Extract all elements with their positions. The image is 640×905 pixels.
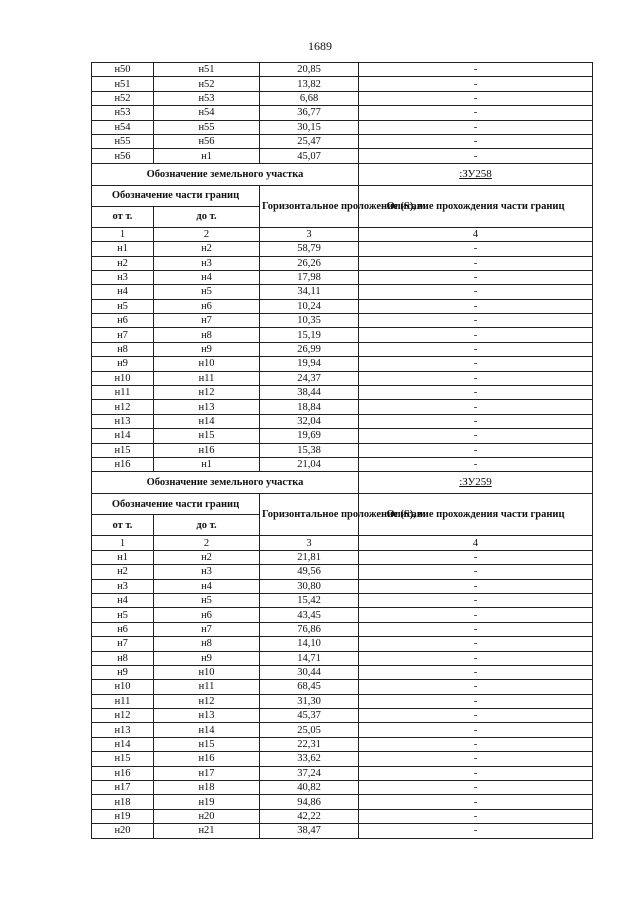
to-point-cell: н1 xyxy=(154,149,260,163)
description-cell: - xyxy=(359,457,593,471)
header-row xyxy=(92,494,593,515)
from-point-cell: н19 xyxy=(92,809,154,823)
distance-cell: 33,62 xyxy=(260,752,359,766)
description-cell: - xyxy=(359,737,593,751)
from-point-cell: н5 xyxy=(92,299,154,313)
column-number: 1 xyxy=(92,536,154,550)
distance-cell: 31,30 xyxy=(260,694,359,708)
description-cell: - xyxy=(359,242,593,256)
distance-cell: 26,99 xyxy=(260,342,359,356)
to-point-header: до т. xyxy=(154,515,260,536)
land-plot-id: :ЗУ259 xyxy=(359,472,593,494)
distance-cell: 76,86 xyxy=(260,622,359,636)
from-point-cell: н14 xyxy=(92,429,154,443)
horizontal-distance-header: Горизонтальное проложение (S), м xyxy=(260,185,359,227)
description-cell: - xyxy=(359,106,593,120)
from-point-cell: н2 xyxy=(92,565,154,579)
column-number: 4 xyxy=(359,536,593,550)
to-point-cell: н11 xyxy=(154,680,260,694)
description-cell: - xyxy=(359,386,593,400)
to-point-cell: н16 xyxy=(154,752,260,766)
description-cell: - xyxy=(359,723,593,737)
distance-cell: 21,81 xyxy=(260,550,359,564)
description-cell: - xyxy=(359,328,593,342)
description-cell: - xyxy=(359,285,593,299)
table-row xyxy=(92,550,593,564)
from-point-cell: н55 xyxy=(92,134,154,148)
to-point-cell: н5 xyxy=(154,285,260,299)
description-cell: - xyxy=(359,342,593,356)
description-cell: - xyxy=(359,414,593,428)
description-cell: - xyxy=(359,637,593,651)
from-point-cell: н53 xyxy=(92,106,154,120)
description-cell: - xyxy=(359,651,593,665)
distance-cell: 34,11 xyxy=(260,285,359,299)
from-point-cell: н20 xyxy=(92,824,154,838)
table-row xyxy=(92,77,593,91)
description-cell: - xyxy=(359,299,593,313)
distance-cell: 26,26 xyxy=(260,256,359,270)
to-point-cell: н14 xyxy=(154,414,260,428)
land-designation-label: Обозначение земельного участка xyxy=(92,163,359,185)
description-cell: - xyxy=(359,77,593,91)
from-point-cell: н9 xyxy=(92,357,154,371)
description-cell: - xyxy=(359,443,593,457)
section-title-row xyxy=(92,163,593,185)
distance-cell: 45,37 xyxy=(260,709,359,723)
boundary-table-body xyxy=(92,63,593,839)
from-point-cell: н1 xyxy=(92,550,154,564)
description-cell: - xyxy=(359,371,593,385)
distance-cell: 17,98 xyxy=(260,270,359,284)
from-point-cell: н16 xyxy=(92,766,154,780)
distance-cell: 49,56 xyxy=(260,565,359,579)
description-cell: - xyxy=(359,149,593,163)
description-cell: - xyxy=(359,622,593,636)
to-point-cell: н51 xyxy=(154,63,260,77)
table-row xyxy=(92,752,593,766)
table-row xyxy=(92,637,593,651)
header-row xyxy=(92,185,593,206)
boundary-table xyxy=(91,62,593,839)
distance-cell: 25,05 xyxy=(260,723,359,737)
to-point-cell: н9 xyxy=(154,342,260,356)
description-cell: - xyxy=(359,766,593,780)
distance-cell: 30,80 xyxy=(260,579,359,593)
from-point-cell: н8 xyxy=(92,342,154,356)
table-row xyxy=(92,723,593,737)
distance-cell: 15,19 xyxy=(260,328,359,342)
distance-cell: 15,38 xyxy=(260,443,359,457)
table-row xyxy=(92,120,593,134)
table-row xyxy=(92,429,593,443)
description-cell: - xyxy=(359,400,593,414)
distance-cell: 6,68 xyxy=(260,91,359,105)
to-point-cell: н13 xyxy=(154,709,260,723)
table-row xyxy=(92,149,593,163)
horizontal-distance-header: Горизонтальное проложение (S), м xyxy=(260,494,359,536)
to-point-cell: н2 xyxy=(154,550,260,564)
from-point-cell: н54 xyxy=(92,120,154,134)
distance-cell: 15,42 xyxy=(260,593,359,607)
table-row xyxy=(92,242,593,256)
to-point-cell: н15 xyxy=(154,429,260,443)
column-number: 3 xyxy=(260,536,359,550)
distance-cell: 42,22 xyxy=(260,809,359,823)
to-point-cell: н12 xyxy=(154,694,260,708)
table-row xyxy=(92,414,593,428)
to-point-cell: н2 xyxy=(154,242,260,256)
description-cell: - xyxy=(359,809,593,823)
distance-cell: 30,15 xyxy=(260,120,359,134)
from-point-cell: н56 xyxy=(92,149,154,163)
table-row xyxy=(92,328,593,342)
description-cell: - xyxy=(359,665,593,679)
description-cell: - xyxy=(359,270,593,284)
from-point-cell: н8 xyxy=(92,651,154,665)
to-point-cell: н7 xyxy=(154,622,260,636)
table-row xyxy=(92,457,593,471)
distance-cell: 13,82 xyxy=(260,77,359,91)
description-cell: - xyxy=(359,824,593,838)
from-point-cell: н52 xyxy=(92,91,154,105)
distance-cell: 19,69 xyxy=(260,429,359,443)
from-point-cell: н12 xyxy=(92,709,154,723)
from-point-cell: н13 xyxy=(92,723,154,737)
from-point-cell: н16 xyxy=(92,457,154,471)
table-row xyxy=(92,579,593,593)
to-point-cell: н14 xyxy=(154,723,260,737)
from-point-cell: н7 xyxy=(92,637,154,651)
description-cell: - xyxy=(359,694,593,708)
description-cell: - xyxy=(359,550,593,564)
column-number: 2 xyxy=(154,227,260,241)
to-point-cell: н54 xyxy=(154,106,260,120)
table-row xyxy=(92,314,593,328)
table-row xyxy=(92,357,593,371)
to-point-cell: н9 xyxy=(154,651,260,665)
description-cell: - xyxy=(359,134,593,148)
from-point-cell: н50 xyxy=(92,63,154,77)
to-point-cell: н3 xyxy=(154,256,260,270)
table-row xyxy=(92,766,593,780)
distance-cell: 40,82 xyxy=(260,781,359,795)
description-header: Описание прохождения части границ xyxy=(359,494,593,536)
to-point-cell: н53 xyxy=(154,91,260,105)
distance-cell: 36,77 xyxy=(260,106,359,120)
distance-cell: 14,71 xyxy=(260,651,359,665)
from-point-cell: н4 xyxy=(92,285,154,299)
table-row xyxy=(92,106,593,120)
from-point-header: от т. xyxy=(92,206,154,227)
from-point-header: от т. xyxy=(92,515,154,536)
from-point-cell: н13 xyxy=(92,414,154,428)
from-point-cell: н51 xyxy=(92,77,154,91)
page-number: 1689 xyxy=(308,39,332,53)
table-row xyxy=(92,795,593,809)
description-cell: - xyxy=(359,314,593,328)
column-number-row xyxy=(92,227,593,241)
table-row xyxy=(92,342,593,356)
table-row xyxy=(92,371,593,385)
table-row xyxy=(92,270,593,284)
table-row xyxy=(92,694,593,708)
to-point-cell: н7 xyxy=(154,314,260,328)
land-designation-label: Обозначение земельного участка xyxy=(92,472,359,494)
distance-cell: 10,24 xyxy=(260,299,359,313)
from-point-cell: н6 xyxy=(92,314,154,328)
table-row xyxy=(92,256,593,270)
to-point-cell: н1 xyxy=(154,457,260,471)
table-row xyxy=(92,737,593,751)
from-point-cell: н3 xyxy=(92,579,154,593)
description-cell: - xyxy=(359,752,593,766)
from-point-cell: н11 xyxy=(92,694,154,708)
from-point-cell: н5 xyxy=(92,608,154,622)
table-row xyxy=(92,134,593,148)
description-cell: - xyxy=(359,429,593,443)
description-cell: - xyxy=(359,256,593,270)
description-cell: - xyxy=(359,565,593,579)
table-row xyxy=(92,400,593,414)
table-row xyxy=(92,680,593,694)
table-row xyxy=(92,386,593,400)
distance-cell: 45,07 xyxy=(260,149,359,163)
column-number: 3 xyxy=(260,227,359,241)
to-point-cell: н52 xyxy=(154,77,260,91)
description-cell: - xyxy=(359,63,593,77)
from-point-cell: н4 xyxy=(92,593,154,607)
to-point-cell: н12 xyxy=(154,386,260,400)
from-point-cell: н2 xyxy=(92,256,154,270)
land-plot-id: :ЗУ258 xyxy=(359,163,593,185)
parts-designation-header: Обозначение части границ xyxy=(92,185,260,206)
distance-cell: 21,04 xyxy=(260,457,359,471)
distance-cell: 94,86 xyxy=(260,795,359,809)
from-point-cell: н15 xyxy=(92,752,154,766)
to-point-cell: н19 xyxy=(154,795,260,809)
table-row xyxy=(92,824,593,838)
description-cell: - xyxy=(359,608,593,622)
description-cell: - xyxy=(359,781,593,795)
section-title-row xyxy=(92,472,593,494)
from-point-cell: н14 xyxy=(92,737,154,751)
description-header: Описание прохождения части границ xyxy=(359,185,593,227)
from-point-cell: н17 xyxy=(92,781,154,795)
to-point-cell: н6 xyxy=(154,299,260,313)
to-point-cell: н8 xyxy=(154,328,260,342)
to-point-cell: н5 xyxy=(154,593,260,607)
column-number: 4 xyxy=(359,227,593,241)
to-point-cell: н11 xyxy=(154,371,260,385)
table-row xyxy=(92,781,593,795)
from-point-cell: н9 xyxy=(92,665,154,679)
from-point-cell: н3 xyxy=(92,270,154,284)
to-point-cell: н10 xyxy=(154,665,260,679)
column-number: 2 xyxy=(154,536,260,550)
to-point-cell: н16 xyxy=(154,443,260,457)
from-point-cell: н11 xyxy=(92,386,154,400)
to-point-cell: н56 xyxy=(154,134,260,148)
from-point-cell: н10 xyxy=(92,371,154,385)
distance-cell: 38,47 xyxy=(260,824,359,838)
table-row xyxy=(92,608,593,622)
distance-cell: 37,24 xyxy=(260,766,359,780)
distance-cell: 68,45 xyxy=(260,680,359,694)
table-row xyxy=(92,622,593,636)
to-point-cell: н17 xyxy=(154,766,260,780)
distance-cell: 20,85 xyxy=(260,63,359,77)
to-point-cell: н21 xyxy=(154,824,260,838)
table-row xyxy=(92,285,593,299)
column-number-row xyxy=(92,536,593,550)
description-cell: - xyxy=(359,91,593,105)
table-row xyxy=(92,443,593,457)
description-cell: - xyxy=(359,709,593,723)
from-point-cell: н1 xyxy=(92,242,154,256)
description-cell: - xyxy=(359,357,593,371)
distance-cell: 14,10 xyxy=(260,637,359,651)
distance-cell: 22,31 xyxy=(260,737,359,751)
to-point-cell: н55 xyxy=(154,120,260,134)
distance-cell: 32,04 xyxy=(260,414,359,428)
distance-cell: 24,37 xyxy=(260,371,359,385)
to-point-cell: н4 xyxy=(154,579,260,593)
distance-cell: 38,44 xyxy=(260,386,359,400)
distance-cell: 10,35 xyxy=(260,314,359,328)
to-point-header: до т. xyxy=(154,206,260,227)
table-row xyxy=(92,299,593,313)
to-point-cell: н13 xyxy=(154,400,260,414)
table-row xyxy=(92,809,593,823)
description-cell: - xyxy=(359,120,593,134)
table-row xyxy=(92,593,593,607)
distance-cell: 19,94 xyxy=(260,357,359,371)
table-row xyxy=(92,665,593,679)
to-point-cell: н4 xyxy=(154,270,260,284)
description-cell: - xyxy=(359,579,593,593)
distance-cell: 58,79 xyxy=(260,242,359,256)
description-cell: - xyxy=(359,795,593,809)
to-point-cell: н20 xyxy=(154,809,260,823)
to-point-cell: н15 xyxy=(154,737,260,751)
from-point-cell: н18 xyxy=(92,795,154,809)
distance-cell: 18,84 xyxy=(260,400,359,414)
from-point-cell: н15 xyxy=(92,443,154,457)
column-number: 1 xyxy=(92,227,154,241)
parts-designation-header: Обозначение части границ xyxy=(92,494,260,515)
description-cell: - xyxy=(359,680,593,694)
table-row xyxy=(92,651,593,665)
from-point-cell: н12 xyxy=(92,400,154,414)
distance-cell: 25,47 xyxy=(260,134,359,148)
distance-cell: 30,44 xyxy=(260,665,359,679)
to-point-cell: н8 xyxy=(154,637,260,651)
from-point-cell: н10 xyxy=(92,680,154,694)
from-point-cell: н6 xyxy=(92,622,154,636)
description-cell: - xyxy=(359,593,593,607)
table-row xyxy=(92,63,593,77)
from-point-cell: н7 xyxy=(92,328,154,342)
table-row xyxy=(92,565,593,579)
table-row xyxy=(92,709,593,723)
to-point-cell: н18 xyxy=(154,781,260,795)
to-point-cell: н3 xyxy=(154,565,260,579)
distance-cell: 43,45 xyxy=(260,608,359,622)
to-point-cell: н10 xyxy=(154,357,260,371)
table-row xyxy=(92,91,593,105)
to-point-cell: н6 xyxy=(154,608,260,622)
